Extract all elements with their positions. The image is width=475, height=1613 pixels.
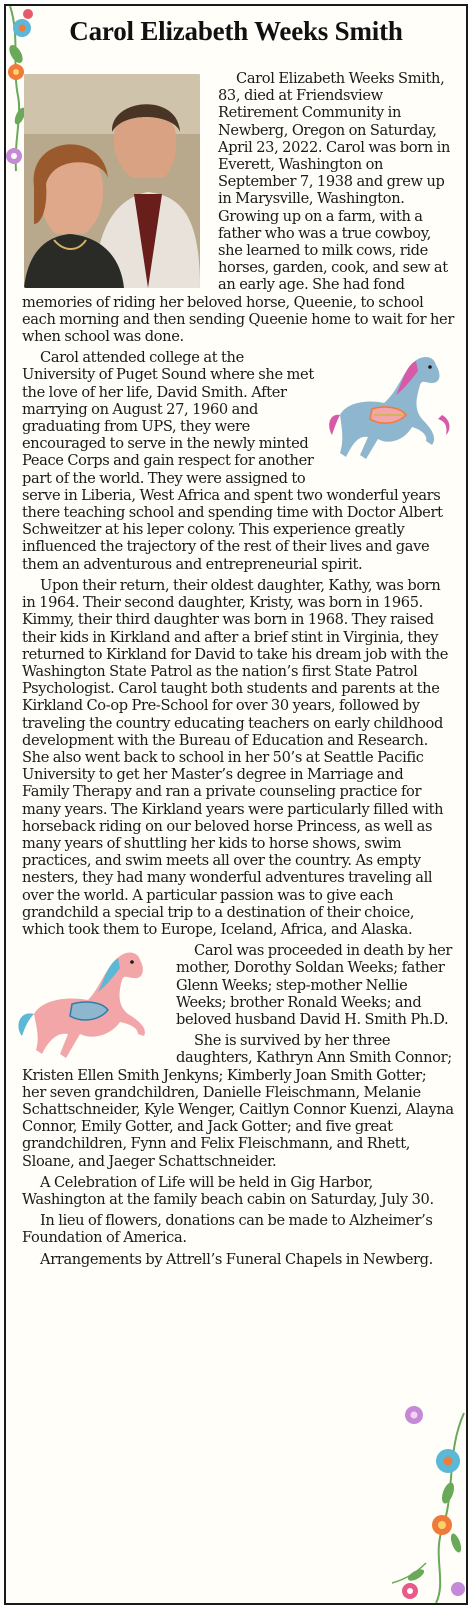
paragraph-intro: Carol Elizabeth Weeks Smith, 83, died at Friendsview Retirement Community in Newberg, Oregon on Saturday, April 23, 2022. Carol was born in Everett, Washington on September 7, 1938 and grew up in Marysville, Washington. Growing up on a farm, with a father who was a true cowboy, she learned to milk cows, ride horses, garden, cook, and sew at an early age. She had fond memories of riding her beloved horse, Queenie, to school each morning and then sending Queenie home to wait for her when school was done. — [22, 70, 454, 346]
blue-horse-illustration — [326, 349, 454, 471]
paragraph-celebration-of-life: A Celebration of Life will be held in Gig Harbor, Washington at the family beach cabin on Saturday, July 30. — [22, 1173, 434, 1208]
paragraph-survived-by: She is survived by her three daughters, Kathryn Ann Smith Connor; Kristen Ellen Smith Jenkyns; Kimberly Joan Smith Gotter; her seven grandchildren, Danielle Fleischmann, Melanie Schattschneider, Kyle Wenger, Caitlyn Connor Kuenzi, Alayna Connor, Emily Gotter, and Jack Gotter; and five great grandchildren, Fynn and Felix Fleischmann, and Rhett, Sloane, and Jaeger Schattschneider. — [22, 1032, 454, 1170]
paragraph-family-life: Upon their return, their oldest daughter, Kathy, was born in 1964. Their second daughter, Kristy, was born in 1965. Kimmy, their third daughter was born in 1968. They raised their kids in Kirkland and after a brief stint in Virginia, they returned to Kirkland for David to take his dream job with the Washington State Patrol as the nation’s first State Patrol Psychologist. Carol taught both students and parents at the Kirkland Co-op Pre-School for over 30 years, followed by traveling the country educating teachers on early childhood development with the Bureau of Education and Research. She also went back to school in her 50’s at Seattle Pacific University to get her Master’s degree in Marriage and Family Therapy and ran a private counseling practice for many years. The Kirkland years were particularly filled with horseback riding on our beloved horse Princess, as well as many years of shuttling her kids to horse shows, swim practices, and swim meets all over the country. As empty nesters, they had many wonderful adventures traveling all over the world. A particular passion was to give each grandchild a special trip to a destination of their choice, which took them to Europe, Iceland, Africa, and Alaska. — [22, 576, 449, 938]
obituary-name-title: Carol Elizabeth Weeks Smith — [69, 16, 403, 46]
paragraph-arrangements: Arrangements by Attrell’s Funeral Chapels in Newberg. — [40, 1250, 433, 1268]
obituary-body — [22, 70, 454, 1272]
paragraph-donations: In lieu of flowers, donations can be made to Alzheimer’s Foundation of America. — [22, 1212, 433, 1247]
paragraph-preceded-in-death: Carol was proceeded in death by her mother, Dorothy Soldan Weeks; father Glenn Weeks; step-mother Nellie Weeks; brother Ronald Weeks; and beloved husband David H. Smith Ph.D. — [176, 942, 453, 1028]
pink-horse-illustration — [14, 944, 166, 1064]
couple-photo — [24, 74, 200, 288]
floral-corner-decoration-bottom-right — [386, 1393, 466, 1603]
obituary-card — [4, 4, 468, 1605]
paragraph-college: Carol attended college at the University of Puget Sound where she met the love of her life, David Smith. After marrying on August 27, 1960 and graduating from UPS, they were encouraged to serve in the newly minted Peace Corps and gain respect for another part of the world. They were assigned to serve in Liberia, West Africa and spent two wonderful years there teaching school and spending time with Doctor Albert Schweitzer at his leper colony. This experience greatly influenced the trajectory of the rest of their lives and gave them an adventurous and entrepreneurial spirit. — [22, 349, 443, 573]
couple-photo-image — [24, 74, 200, 288]
